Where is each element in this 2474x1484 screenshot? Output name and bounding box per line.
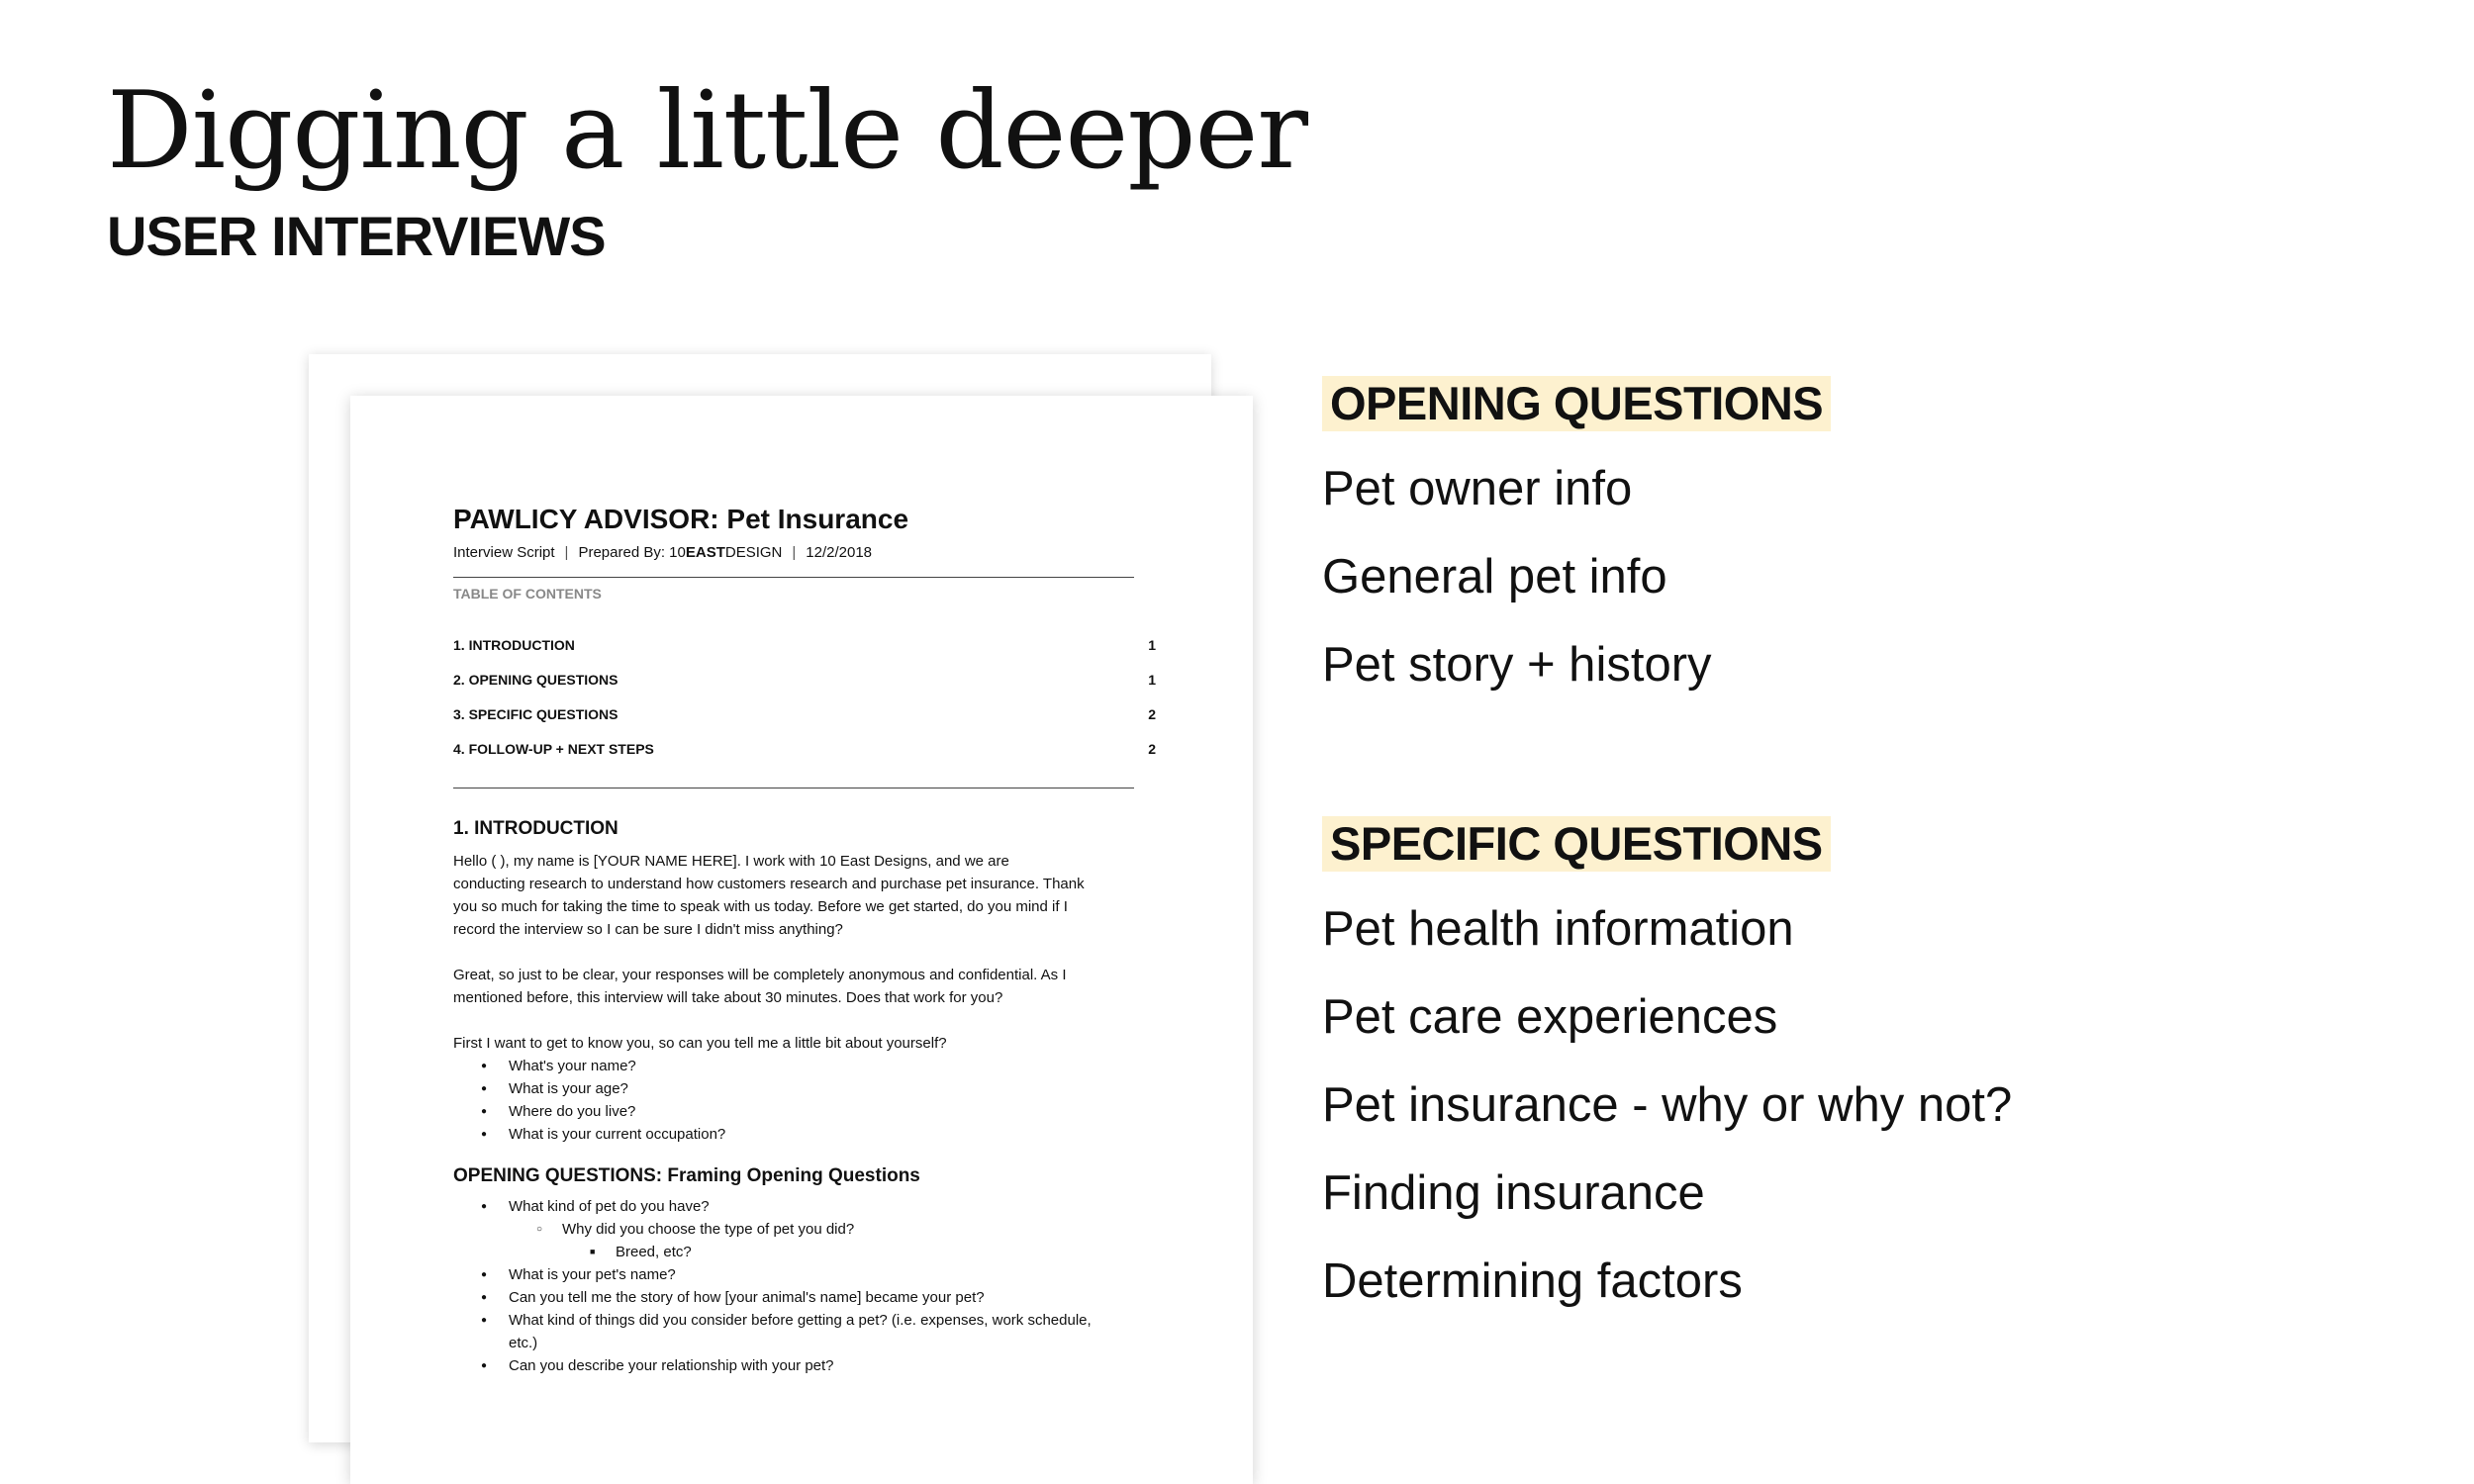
toc-label: 2. OPENING QUESTIONS	[453, 671, 618, 688]
specific-question-item: Determining factors	[1322, 1254, 1743, 1308]
slide-title: Digging a little deeper	[107, 69, 1307, 193]
list-item: ● What's your name?	[453, 1055, 1156, 1077]
opening-question-item: General pet info	[1322, 550, 1667, 603]
list-item: ● Where do you live?	[453, 1100, 1156, 1123]
toc-page: 2	[1148, 705, 1156, 722]
list-item: ● What is your age?	[453, 1077, 1156, 1100]
list-item: ● What is your pet's name?	[453, 1263, 1156, 1286]
list-item: ● Can you describe your relationship with your pet?	[453, 1354, 1156, 1377]
opening-question-item: Pet owner info	[1322, 462, 1633, 515]
toc-row	[453, 672, 1156, 706]
toc-page: 1	[1148, 636, 1156, 653]
document-front-page	[350, 396, 1253, 1484]
intro-paragraph-1	[453, 850, 1156, 941]
list-item: ● What kind of pet do you have?	[453, 1195, 1156, 1218]
toc-page: 2	[1148, 740, 1156, 757]
specific-question-item: Pet health information	[1322, 902, 1794, 956]
specific-question-item: Finding insurance	[1322, 1166, 1705, 1220]
paragraph-line: Great, so just to be clear, your responses will be completely anonymous and confidential. As I	[453, 966, 1067, 983]
toc-list	[453, 637, 1156, 776]
document-meta	[453, 544, 1156, 561]
list-item: ● Can you tell me the story of how [your animal's name] became your pet?	[453, 1286, 1156, 1309]
paragraph-line: Hello ( ), my name is [YOUR NAME HERE]. I work with 10 East Designs, and we are	[453, 852, 1009, 870]
toc-label: 3. SPECIFIC QUESTIONS	[453, 705, 618, 722]
intro-paragraph-3: First I want to get to know you, so can you tell me a little bit about yourself?	[453, 1034, 947, 1052]
meta-prepared-brand: EAST	[685, 543, 725, 561]
toc-label: 4. FOLLOW-UP + NEXT STEPS	[453, 740, 654, 757]
list-item: ● What kind of things did you consider before getting a pet? (i.e. expenses, work schedule,	[453, 1309, 1156, 1332]
paragraph-line: record the interview so I can be sure I didn't miss anything?	[453, 920, 843, 938]
opening-questions-heading: OPENING QUESTIONS	[1322, 376, 1831, 431]
opening-questions-list	[1322, 459, 2411, 723]
specific-question-item: Pet care experiences	[1322, 990, 1778, 1044]
intro-heading: 1. INTRODUCTION	[453, 817, 618, 839]
specific-questions-heading: SPECIFIC QUESTIONS	[1322, 816, 1831, 872]
paragraph-line: conducting research to understand how customers research and purchase pet insurance. Thank	[453, 875, 1085, 892]
toc-row	[453, 741, 1156, 776]
slide-subtitle: USER INTERVIEWS	[107, 205, 606, 267]
opening-bullet-list	[453, 1195, 1156, 1377]
opening-question-item: Pet story + history	[1322, 638, 1712, 692]
list-item: ○ Why did you choose the type of pet you did?	[453, 1218, 1156, 1241]
meta-separator: |	[792, 543, 797, 561]
meta-script-label: Interview Script	[453, 543, 555, 561]
paragraph-line: mentioned before, this interview will take about 30 minutes. Does that work for you?	[453, 988, 1003, 1006]
toc-heading: TABLE OF CONTENTS	[453, 585, 602, 602]
specific-question-item: Pet insurance - why or why not?	[1322, 1078, 2013, 1132]
toc-row	[453, 706, 1156, 741]
list-item-continuation: etc.)	[509, 1334, 538, 1351]
meta-prepared-by	[578, 544, 782, 561]
question-categories	[1322, 376, 2411, 1340]
list-item: ● What is your current occupation?	[453, 1123, 1156, 1146]
toc-label: 1. INTRODUCTION	[453, 636, 575, 653]
toc-page: 1	[1148, 671, 1156, 688]
meta-prepared-label: Prepared By: 10	[578, 543, 686, 561]
document-content	[453, 503, 1156, 1377]
toc-row	[453, 637, 1156, 672]
list-item: ■ Breed, etc?	[453, 1241, 1156, 1263]
intro-bullet-list	[453, 1055, 1156, 1146]
meta-prepared-brand-rest: DESIGN	[724, 543, 783, 561]
specific-questions-header	[1322, 816, 2411, 874]
document-title: PAWLICY ADVISOR: Pet Insurance	[453, 504, 909, 534]
meta-separator: |	[564, 543, 569, 561]
intro-paragraph-2	[453, 964, 1156, 1009]
meta-date: 12/2/2018	[806, 543, 873, 561]
paragraph-line: you so much for taking the time to speak with us today. Before we get started, do you mind if I	[453, 897, 1068, 915]
opening-heading: OPENING QUESTIONS: Framing Opening Questions	[453, 1164, 920, 1186]
divider-rule	[453, 577, 1134, 578]
opening-questions-header	[1322, 376, 2411, 433]
specific-questions-list	[1322, 899, 2411, 1340]
